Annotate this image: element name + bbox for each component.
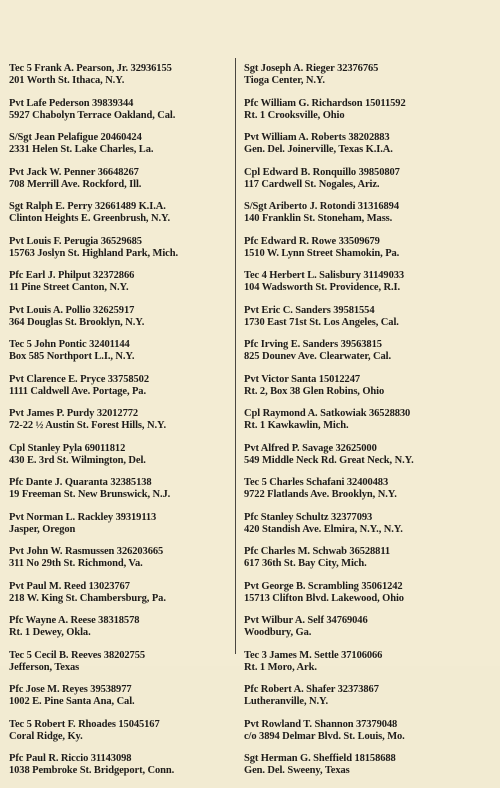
column-divider — [235, 58, 236, 654]
soldier-address: 1038 Pembroke St. Bridgeport, Conn. — [9, 765, 175, 776]
soldier-address: 825 Dounev Ave. Clearwater, Cal. — [244, 351, 391, 362]
soldier-address: Coral Ridge, Ky. — [9, 730, 83, 742]
left-column — [9, 63, 231, 788]
roster-entry — [9, 581, 231, 616]
soldier-rank-name-serial: Tec 5 John Pontic 32401144 — [9, 339, 130, 350]
roster-entry — [244, 305, 466, 340]
soldier-rank-name-serial: Cpl Raymond A. Satkowiak 36528830 — [244, 408, 411, 419]
soldier-rank-name-serial: Pfc Stanley Schultz 32377093 — [244, 511, 373, 523]
roster-entry — [244, 63, 466, 98]
soldier-address: Jefferson, Texas — [9, 661, 80, 673]
soldier-rank-name-serial: Pvt Paul M. Reed 13023767 — [9, 580, 130, 592]
soldier-address: 117 Cardwell St. Nogales, Ariz. — [244, 178, 380, 190]
soldier-rank-name-serial: Cpl Stanley Pyla 69011812 — [9, 442, 126, 454]
soldier-address: 9722 Flatlands Ave. Brooklyn, N.Y. — [244, 489, 397, 500]
roster-entry — [244, 512, 466, 547]
roster-entry — [9, 650, 231, 685]
soldier-address: Rt. 1 Moro, Ark. — [244, 661, 317, 673]
soldier-rank-name-serial: Sgt Herman G. Sheffield 18158688 — [244, 753, 396, 764]
roster-entry — [9, 753, 231, 788]
roster-entry — [244, 270, 466, 305]
soldier-address: 5927 Chabolyn Terrace Oakland, Cal. — [9, 109, 176, 121]
roster-entry — [244, 546, 466, 581]
soldier-address: 549 Middle Neck Rd. Great Neck, N.Y. — [244, 454, 414, 466]
roster-entry — [244, 443, 466, 478]
roster-entry — [9, 236, 231, 271]
soldier-address: 1002 E. Pine Santa Ana, Cal. — [9, 696, 135, 707]
soldier-address: 430 E. 3rd St. Wilmington, Del. — [9, 454, 146, 466]
soldier-address: Clinton Heights E. Greenbrush, N.Y. — [9, 213, 171, 224]
soldier-address: Gen. Del. Sweeny, Texas — [244, 765, 350, 776]
soldier-rank-name-serial: Pvt Victor Santa 15012247 — [244, 373, 361, 385]
soldier-address: 218 W. King St. Chambersburg, Pa. — [9, 592, 166, 604]
roster-entry — [9, 546, 231, 581]
soldier-rank-name-serial: Pvt Louis F. Perugia 36529685 — [9, 235, 142, 247]
soldier-address: 617 36th St. Bay City, Mich. — [244, 558, 367, 569]
soldier-rank-name-serial: Pvt Alfred P. Savage 32625000 — [244, 442, 377, 454]
roster-entry — [9, 374, 231, 409]
soldier-rank-name-serial: Pvt Wilbur A. Self 34769046 — [244, 615, 368, 626]
soldier-rank-name-serial: Tec 5 Cecil B. Reeves 38202755 — [9, 649, 146, 661]
soldier-address: Rt. 1 Dewey, Okla. — [9, 627, 91, 638]
roster-entry — [9, 477, 231, 512]
roster-entry — [244, 408, 466, 443]
soldier-address: Lutheranville, N.Y. — [244, 696, 329, 707]
soldier-address: 364 Douglas St. Brooklyn, N.Y. — [9, 316, 145, 328]
soldier-rank-name-serial: Tec 4 Herbert L. Salisbury 31149033 — [244, 270, 405, 281]
soldier-rank-name-serial: Pvt John W. Rasmussen 326203665 — [9, 546, 164, 557]
soldier-address: 1510 W. Lynn Street Shamokin, Pa. — [244, 247, 400, 259]
roster-entry — [244, 650, 466, 685]
roster-entry — [244, 167, 466, 202]
roster-entry — [244, 98, 466, 133]
roster-entry — [244, 132, 466, 167]
soldier-address: c/o 3894 Delmar Blvd. St. Louis, Mo. — [244, 730, 405, 742]
soldier-address: 11 Pine Street Canton, N.Y. — [9, 282, 129, 293]
roster-entry — [244, 753, 466, 788]
soldier-address: 2331 Helen St. Lake Charles, La. — [9, 144, 154, 155]
roster-entry — [9, 98, 231, 133]
soldier-address: 104 Wadsworth St. Providence, R.I. — [244, 282, 401, 293]
soldier-rank-name-serial: Sgt Joseph A. Rieger 32376765 — [244, 63, 379, 74]
soldier-rank-name-serial: Pfc Edward R. Rowe 33509679 — [244, 235, 380, 247]
soldier-rank-name-serial: Sgt Ralph E. Perry 32661489 K.I.A. — [9, 201, 166, 212]
soldier-address: 72-22 ½ Austin St. Forest Hills, N.Y. — [9, 420, 167, 431]
soldier-rank-name-serial: Pvt William A. Roberts 38202883 — [244, 132, 390, 143]
soldier-rank-name-serial: Pfc Jose M. Reyes 39538977 — [9, 684, 132, 695]
soldier-address: Rt. 1 Kawkawlin, Mich. — [244, 420, 349, 431]
roster-entry — [9, 201, 231, 236]
roster-entry — [9, 512, 231, 547]
right-column — [244, 63, 466, 788]
roster-entry — [244, 374, 466, 409]
roster-entry — [9, 339, 231, 374]
roster-entry — [9, 132, 231, 167]
soldier-rank-name-serial: Pfc Dante J. Quaranta 32385138 — [9, 477, 152, 488]
soldier-address: Jasper, Oregon — [9, 523, 76, 535]
roster-entry — [244, 339, 466, 374]
soldier-rank-name-serial: Pvt Louis A. Pollio 32625917 — [9, 304, 135, 316]
roster-entry — [244, 684, 466, 719]
soldier-rank-name-serial: Pvt George B. Scrambling 35061242 — [244, 580, 403, 592]
soldier-address: Rt. 1 Crooksville, Ohio — [244, 109, 345, 121]
soldier-address: Tioga Center, N.Y. — [244, 75, 325, 86]
roster-entry — [9, 408, 231, 443]
soldier-rank-name-serial: Pvt Eric C. Sanders 39581554 — [244, 304, 375, 316]
soldier-rank-name-serial: Pvt Jack W. Penner 36648267 — [9, 166, 139, 178]
soldier-rank-name-serial: Tec 5 Robert F. Rhoades 15045167 — [9, 718, 160, 730]
soldier-address: 19 Freeman St. New Brunswick, N.J. — [9, 489, 171, 500]
soldier-address: 420 Standish Ave. Elmira, N.Y., N.Y. — [244, 523, 403, 535]
soldier-rank-name-serial: Pvt Clarence E. Pryce 33758502 — [9, 373, 149, 385]
soldier-rank-name-serial: Tec 3 James M. Settle 37106066 — [244, 649, 383, 661]
soldier-address: 140 Franklin St. Stoneham, Mass. — [244, 213, 393, 224]
roster-entry — [9, 719, 231, 754]
soldier-address: 201 Worth St. Ithaca, N.Y. — [9, 75, 125, 86]
soldier-rank-name-serial: Pfc Irving E. Sanders 39563815 — [244, 339, 382, 350]
roster-entry — [9, 167, 231, 202]
soldier-rank-name-serial: Pfc Robert A. Shafer 32373867 — [244, 684, 379, 695]
soldier-rank-name-serial: Pvt Norman L. Rackley 39319113 — [9, 511, 157, 523]
soldier-rank-name-serial: Pfc Earl J. Philput 32372866 — [9, 270, 135, 281]
soldier-address: 708 Merrill Ave. Rockford, Ill. — [9, 178, 142, 190]
roster-entry — [9, 443, 231, 478]
soldier-address: Woodbury, Ga. — [244, 627, 312, 638]
soldier-address: 15713 Clifton Blvd. Lakewood, Ohio — [244, 592, 404, 604]
soldier-rank-name-serial: Tec 5 Charles Schafani 32400483 — [244, 477, 389, 488]
soldier-address: Box 585 Northport L.I., N.Y. — [9, 351, 135, 362]
roster-entry — [244, 615, 466, 650]
soldier-rank-name-serial: Pfc Paul R. Riccio 31143098 — [9, 753, 132, 764]
soldier-address: 311 No 29th St. Richmond, Va. — [9, 558, 143, 569]
soldier-address: Rt. 2, Box 38 Glen Robins, Ohio — [244, 385, 385, 397]
roster-entry — [244, 477, 466, 512]
roster-entry — [9, 615, 231, 650]
roster-entry — [244, 581, 466, 616]
soldier-rank-name-serial: Pfc Charles M. Schwab 36528811 — [244, 546, 391, 557]
soldier-address: 1730 East 71st St. Los Angeles, Cal. — [244, 316, 399, 328]
roster-entry — [244, 719, 466, 754]
soldier-address: 1111 Caldwell Ave. Portage, Pa. — [9, 385, 146, 397]
roster-entry — [244, 201, 466, 236]
soldier-address: 15763 Joslyn St. Highland Park, Mich. — [9, 247, 178, 259]
soldier-rank-name-serial: Pvt Rowland T. Shannon 37379048 — [244, 718, 398, 730]
roster-entry — [244, 236, 466, 271]
soldier-rank-name-serial: Pvt James P. Purdy 32012772 — [9, 408, 139, 419]
roster-entry — [9, 684, 231, 719]
roster-entry — [9, 270, 231, 305]
soldier-rank-name-serial: Pfc Wayne A. Reese 38318578 — [9, 615, 140, 626]
soldier-address: Gen. Del. Joinerville, Texas K.I.A. — [244, 144, 393, 155]
soldier-rank-name-serial: Cpl Edward B. Ronquillo 39850807 — [244, 166, 400, 178]
soldier-rank-name-serial: Tec 5 Frank A. Pearson, Jr. 32936155 — [9, 63, 172, 74]
soldier-rank-name-serial: Pfc William G. Richardson 15011592 — [244, 97, 406, 109]
roster-entry — [9, 63, 231, 98]
soldier-rank-name-serial: Pvt Lafe Pederson 39839344 — [9, 97, 134, 109]
soldier-rank-name-serial: S/Sgt Jean Pelafigue 20460424 — [9, 132, 142, 143]
roster-entry — [9, 305, 231, 340]
soldier-rank-name-serial: S/Sgt Ariberto J. Rotondi 31316894 — [244, 201, 399, 212]
